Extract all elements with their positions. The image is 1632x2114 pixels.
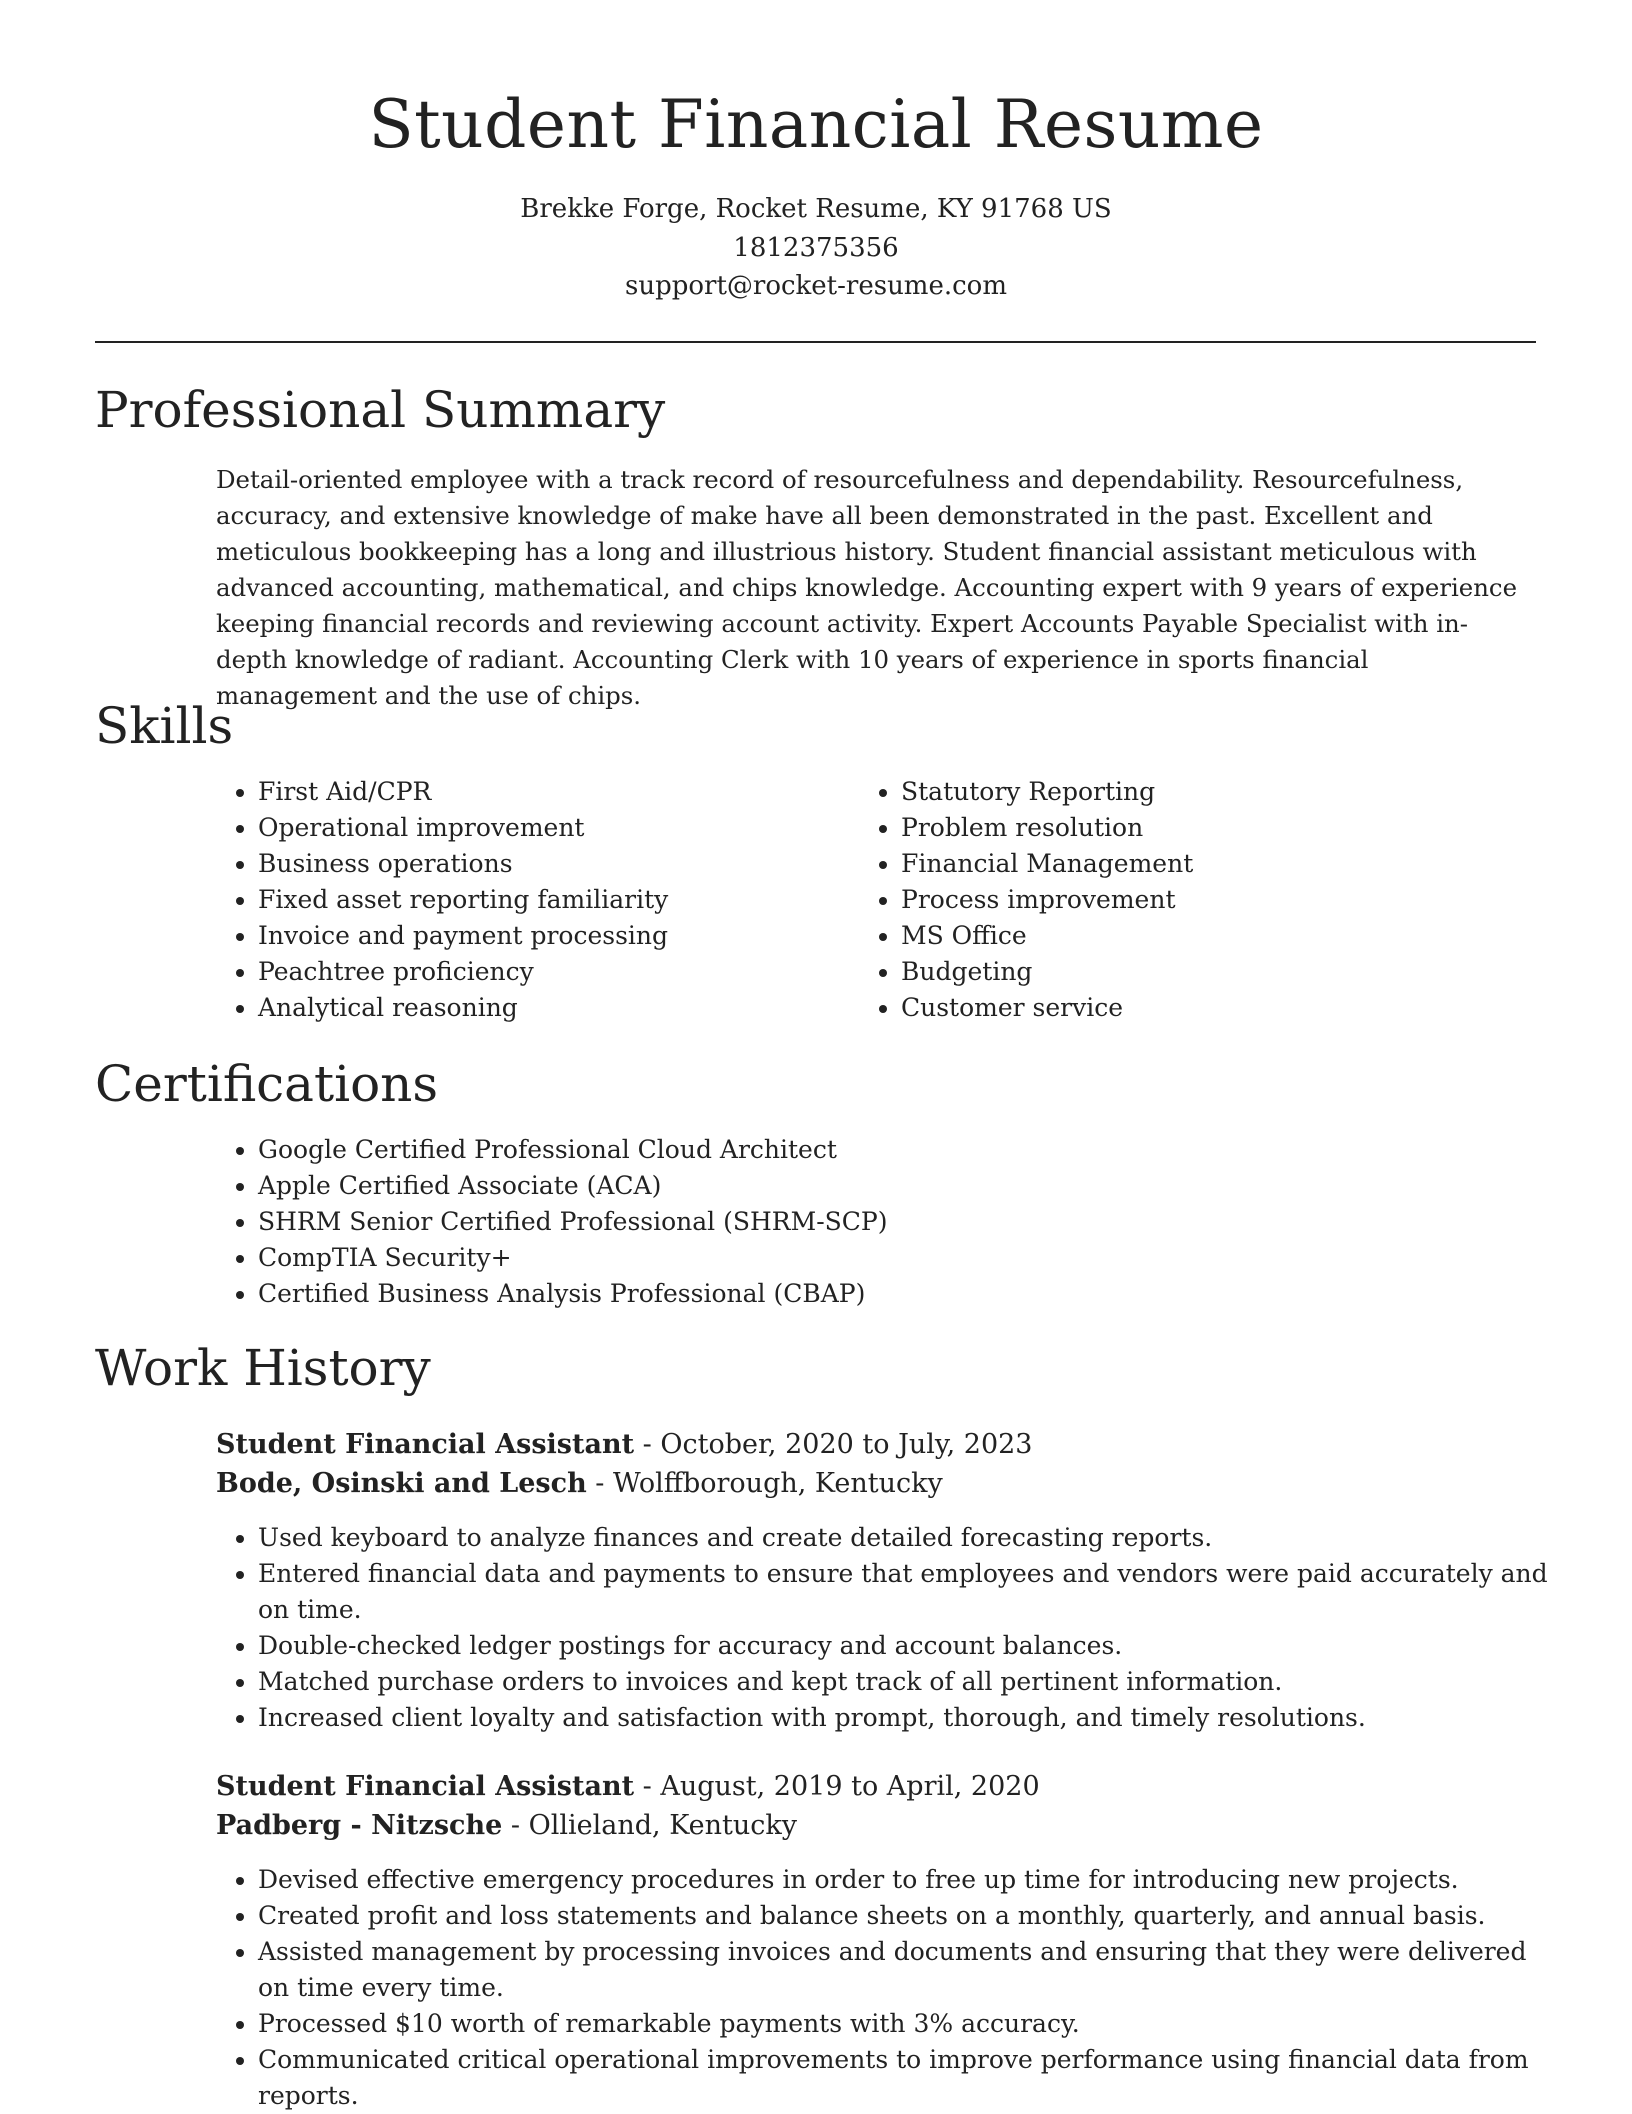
certification-item: • SHRM Senior Certified Professional (SHRM-SCP) — [258, 1204, 1558, 1240]
job-bullet: • Increased client loyalty and satisfaction with prompt, thorough, and timely resolutions. — [258, 1700, 1558, 1736]
summary-text: Detail-oriented employee with a track record of resourcefulness and dependability. Resourcefulness, accuracy, and extensive knowledge of make have all been demonstrated in the past. Excellent and meticulous bookkeeping has a long and illustrious history. Student financial assistant meticulous with advanced accounting, mathematical, and chips knowledge. Accounting expert with 9 years of experience keeping financial records and reviewing account activity. Expert Accounts Payable Specialist with in-depth knowledge of radiant. Accounting Clerk with 10 years of experience in sports financial management and the use of chips. — [216, 465, 1518, 710]
contact-email: support@rocket-resume.com — [624, 271, 1007, 301]
skill-item: • MS Office — [901, 918, 1501, 954]
job-company: Padberg - Nitzsche — [216, 1810, 503, 1841]
skill-item: • Analytical reasoning — [258, 990, 818, 1026]
certifications-heading: Certifications — [95, 1055, 439, 1113]
job-bullets — [214, 1862, 1558, 2114]
skill-item: • Financial Management — [901, 846, 1501, 882]
job-bullet: • Double-checked ledger postings for accuracy and account balances. — [258, 1628, 1558, 1664]
job-bullet: • Communicated critical operational improvements to improve performance using financial data from reports. — [258, 2042, 1558, 2114]
summary-heading: Professional Summary — [95, 381, 666, 439]
skills-list-left — [214, 774, 818, 1026]
header-divider — [95, 341, 1536, 343]
skills-heading: Skills — [95, 697, 234, 755]
job-company-line — [216, 1806, 797, 1846]
job-bullet: • Matched purchase orders to invoices and kept track of all pertinent information. — [258, 1664, 1558, 1700]
job-title-line — [216, 1425, 1032, 1465]
skill-item: • Problem resolution — [901, 810, 1501, 846]
job-company-line — [216, 1464, 943, 1504]
job-bullet: • Processed $10 worth of remarkable payments with 3% accuracy. — [258, 2006, 1558, 2042]
skills-list-right — [857, 774, 1501, 1026]
job-title: Student Financial Assistant — [216, 1771, 635, 1802]
job-title-line — [216, 1767, 1040, 1807]
contact-address: Brekke Forge, Rocket Resume, KY 91768 US — [520, 194, 1112, 224]
skill-item: • Process improvement — [901, 882, 1501, 918]
certification-item: • Certified Business Analysis Professional (CBAP) — [258, 1276, 1558, 1312]
skill-item: • Operational improvement — [258, 810, 818, 846]
skill-item: • Customer service — [901, 990, 1501, 1026]
job-company: Bode, Osinski and Lesch — [216, 1468, 587, 1499]
certification-item: • CompTIA Security+ — [258, 1240, 1558, 1276]
skill-item: • Budgeting — [901, 954, 1501, 990]
job-dates: - October, 2020 to July, 2023 — [634, 1429, 1033, 1460]
skill-item: • Fixed asset reporting familiarity — [258, 882, 818, 918]
skill-item: • Peachtree proficiency — [258, 954, 818, 990]
job-location: - Ollieland, Kentucky — [502, 1810, 797, 1841]
certification-item: • Apple Certified Associate (ACA) — [258, 1168, 1558, 1204]
skill-item: • Statutory Reporting — [901, 774, 1501, 810]
contact-phone: 1812375356 — [733, 233, 899, 263]
job-bullet: • Created profit and loss statements and balance sheets on a monthly, quarterly, and annual basis. — [258, 1898, 1558, 1934]
skill-item: • Business operations — [258, 846, 818, 882]
job-location: - Wolffborough, Kentucky — [586, 1468, 943, 1499]
job-title: Student Financial Assistant — [216, 1429, 635, 1460]
certification-item: • Google Certified Professional Cloud Architect — [258, 1132, 1558, 1168]
job-bullets — [214, 1520, 1558, 1736]
job-bullet: • Used keyboard to analyze finances and create detailed forecasting reports. — [258, 1520, 1558, 1556]
skill-item: • Invoice and payment processing — [258, 918, 818, 954]
job-dates: - August, 2019 to April, 2020 — [634, 1771, 1040, 1802]
job-bullet: • Entered financial data and payments to ensure that employees and vendors were paid accurately and on time. — [258, 1556, 1558, 1628]
skill-item: • First Aid/CPR — [258, 774, 818, 810]
certifications-list — [214, 1132, 1558, 1312]
resume-title: Student Financial Resume — [368, 86, 1264, 163]
job-bullet: • Devised effective emergency procedures in order to free up time for introducing new projects. — [258, 1862, 1558, 1898]
work-history-heading: Work History — [95, 1339, 431, 1397]
job-bullet: • Assisted management by processing invoices and documents and ensuring that they were delivered on time every time. — [258, 1934, 1558, 2006]
